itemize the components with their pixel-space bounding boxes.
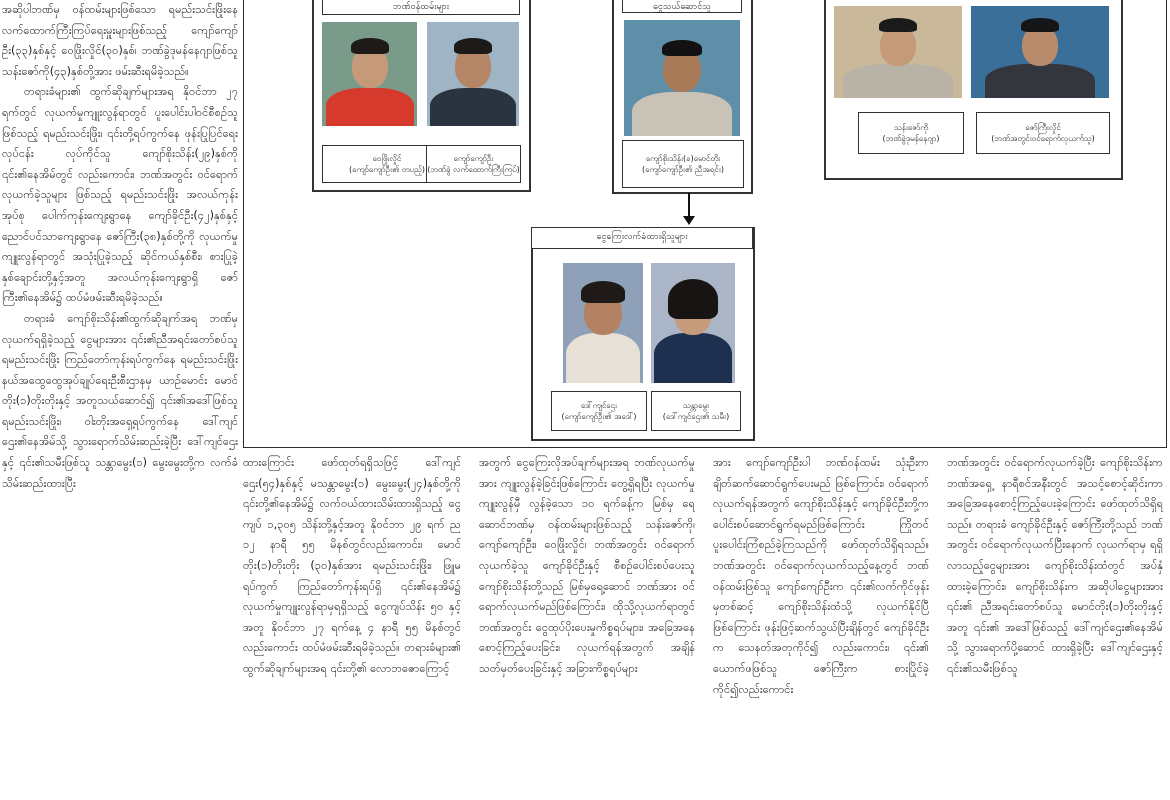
suspect-photo bbox=[971, 6, 1109, 98]
suspect-role: (ဘဏ်ခွဲ လက်ထောက်ကြီးကြပ်) bbox=[427, 165, 520, 174]
article-body-columns bbox=[243, 453, 1165, 800]
text-column bbox=[947, 453, 1163, 680]
paragraph: အတွက် ငွေကြေးလိုအပ်ချက်များအရ ဘဏ်လုယက်မှုအား ကျူးလွန်ခဲ့ခြင်းဖြစ်ကြောင်း တွေ့ရှိရပြီး လုယက်မှုကျူးလွန်မှီ လွန်ခဲ့သော ၁၀ ရက်ခန့်က မြစ်မှ ရေဆောင်ဘဏ်မှ ဝန်ထမ်းများဖြစ်သည့် သန်းဇော်ကို၊ ကျော်ကျော်ဦး၊ ဝေဖြိုးလှိုင်၊ ဘဏ်အတွင်း ဝင်ရောက်လုယက်ခဲ့သူ ကျော်ခိုင်ဦးနှင့် စီစဉ်ပေါင်းစပ်ပေးသူ ကျော်စိုးသိန်းတို့သည် မြစ်မှရေ့ဆောင် ဘဏ်အား ဝင်ရောက်လုယက်မည်ဖြစ်ကြောင်း၊ ထိုသို့လုယက်ရာတွင် ဘဏ်အတွင်း ငွေထုပ်ပိုးပေးမှုကိစ္စရပ်များ၊ အခြေအနေ စောင့်ကြည့်ပေးခြင်း၊ လုယက်ရန်အတွက် အချိန်သတ်မှတ်ပေးခြင်းနှင့် အခြားကိစ္စရပ်များ bbox=[479, 456, 695, 675]
suspect-caption bbox=[651, 391, 741, 431]
suspect-photo bbox=[563, 263, 643, 383]
flow-arrow-line bbox=[688, 193, 690, 218]
suspect-photo bbox=[322, 22, 417, 126]
suspect-photo bbox=[651, 263, 735, 383]
suspect-role: (ကျော်ကျော်ဦး၏ အဒေါ်) bbox=[561, 412, 637, 421]
suspect-role: (ကျော်ကျော်ဦး၏ တပည့်) bbox=[349, 165, 425, 174]
suspect-name: ကျော်စိုးသိန်း(ခ)မောင်တိုး bbox=[645, 154, 721, 163]
paragraph: ဘဏ်အတွင်း ဝင်ရောက်လုယက်ခဲ့ပြီး ကျော်စိုးသိန်းက ဘဏ်အရှေ့ နာရီစင်အနီးတွင် အသင့်စောင့်ဆိုင်းကာ အခြေအနေစောင့်ကြည့်ပေးခဲ့ကြောင်း ဖော်ထုတ်သိရှိရသည်။ တရားခံ ကျော်ခိုင်ဦးနှင့် ဇော်ကြီးတို့သည် ဘဏ်အတွင်း ဝင်ရောက်လုယက်ပြီးနောက် လုယက်ရာမှ ရရှိလာသည့်ငွေများအား ကျော်စိုးသိန်းထံတွင် အပ်နှံထားခဲ့ကြောင်း၊ ကျော်စိုးသိန်းက အဆိုပါငွေများအား ၎င်း၏ ညီအရင်းတော်စပ်သူ မောင်တိုး(၁)တိုးတိုးနှင့်အတူ ၎င်း၏ အဒေါ်ဖြစ်သည့် ဒေါ်ကျင်ဌေး၏နေအိမ်သို့ သွားရောက်ပို့ဆောင် ထားရှိခဲ့ပြီး ဒေါ်ကျင်ဌေးနှင့် ၎င်း၏သမီးဖြစ်သူ bbox=[947, 456, 1163, 675]
panel-title: ငွေကြေးလက်ခံထားရှိသူများ bbox=[531, 227, 753, 249]
money-carrier-panel bbox=[612, 0, 753, 194]
bank-staff-panel bbox=[312, 0, 531, 192]
money-holders-panel bbox=[531, 227, 755, 441]
paragraph: တရားခံ ကျော်စိုးသိန်း၏ထွက်ဆိုချက်အရ ဘဏ်မှလုယက်ရရှိခဲ့သည့် ငွေများအား ၎င်း၏ညီအရင်းတော်စပ်သူ ရမည်းသင်းဖြိုး ကြည်တော်ကုန်းရပ်ကွက်နေ ရမည်းသင်းဖြိုးနယ်အထွေထွေအုပ်ချုပ်ရေးဦးစီးဌာနမှ ယာဉ်မောင်း မောင်တိုး(၁)တိုးတိုးနှင့် အတူသယ်ဆောင်၍ ၎င်း၏အဒေါ်ဖြစ်သူ ရမည်းသင်းဖြိုး၊ ဝါးတိုးအရှေ့ရပ်ကွက်နေ ဒေါ်ကျင်ဌေး၏နေအိမ်သို့ သွားရောက်သိမ်းဆည်းခဲ့ပြီး ဒေါ်ကျင်ဌေးနှင့် ၎င်း၏သမီးဖြစ်သူ သန္တာမွေး(၁) မွေးမွေးတို့က လက်ခံသိမ်းဆည်းထားပြီး bbox=[2, 311, 238, 490]
suspect-caption bbox=[426, 145, 521, 183]
suspect-name: ဒေါ်ကျင်ဌေး bbox=[580, 401, 618, 410]
suspect-role: (ဒေါ်ကျင်ဌေး၏ သမီး) bbox=[662, 412, 730, 421]
panel-title: ငွေသယ်ဆောင်သူ bbox=[622, 0, 742, 13]
text-column bbox=[243, 453, 461, 680]
suspect-caption bbox=[622, 140, 744, 188]
suspect-photo bbox=[624, 20, 740, 136]
left-text-column bbox=[2, 0, 238, 494]
suspect-name: သန်းဇော်ကို bbox=[893, 123, 929, 132]
suspect-name: ဇော်ကြီးလှိုင် bbox=[1025, 123, 1061, 132]
suspect-photo bbox=[834, 6, 962, 98]
suspect-photo bbox=[427, 22, 519, 126]
suspect-name: ကျော်ကျော်ဦး bbox=[453, 154, 494, 163]
paragraph: ထားကြောင်း ဖော်ထုတ်ရရှိသဖြင့် ဒေါ်ကျင်ဌေး(၅၄)နှစ်နှင့် မသန္တာမွေး(၁) မွေးမွေး(၂၄)နှစ်တို့ကို ၎င်းတို့၏နေအိမ်၌ လက်ဝယ်ထားသိမ်းထားရှိသည့် ငွေကျပ် ၁,၃၀၅ သိန်းတို့နှင့်အတူ နိုဝင်ဘာ ၂၉ ရက် ည ၁၂ နာရီ ၅၅ မိနစ်တွင်လည်းကောင်း၊ မောင်တိုး(၁)တိုးတိုး (၃၀)နှစ်အား ရမည်းသင်းဖြိုး၊ ဖြူမရပ်ကွက် ကြည်တော်ကုန်းရပ်ရှိ ၎င်း၏နေအိမ်၌ လုယက်မှုကျူးလွန်ရာမှရရှိသည့် ငွေကျပ်သိန်း ၅၀ နှင့်အတူ နိုဝင်ဘာ ၂၇ ရက်နေ့ ၄ နာရီ ၅၅ မိနစ်တွင်လည်းကောင်း ထပ်မံဖမ်းဆီးရမိခဲ့သည်။ တရားခံများ၏ ထွက်ဆိုချက်များအရ ၎င်းတို့၏ လောဘဇောကြောင့် bbox=[243, 456, 461, 675]
paragraph: အဆိုပါဘဏ်မှ ဝန်ထမ်းများဖြစ်သော ရမည်းသင်းဖြိုးနေ လက်ထောက်ကြီးကြပ်ရေးမှူးများဖြစ်သည့် ကျော်ကျော်ဦး(၃၃)နှစ်နှင့် ဝေဖြိုးလှိုင်(၃၀)နှစ်၊ ဘဏ်ခွဲဒုမန်နေဂျာဖြစ်သူ သန်းဇော်ကို(၄၃)နှစ်တို့အား ဖမ်းဆီးရမိခဲ့သည်။ bbox=[2, 3, 238, 78]
text-column bbox=[479, 453, 695, 680]
suspect-caption bbox=[551, 391, 647, 431]
suspect-caption bbox=[858, 112, 964, 154]
suspects-infographic bbox=[243, 0, 1167, 448]
robbers-panel bbox=[824, 0, 1123, 180]
suspect-name: သန္တာမွေး bbox=[682, 401, 710, 410]
suspect-name: ဝေဖြိုးလှိုင် bbox=[372, 154, 402, 163]
suspect-role: (ဘဏ်ခွဲဒုမန်နေဂျာ) bbox=[882, 134, 940, 143]
suspect-role: (ဘဏ်အတွင်းဝင်ရောက်လုယက်သူ) bbox=[991, 134, 1095, 143]
text-column bbox=[713, 453, 929, 700]
suspect-role: (ကျော်ကျော်ဦး၏ ညီအရင်း) bbox=[642, 165, 724, 174]
paragraph: တရားခံများ၏ ထွက်ဆိုချက်များအရ နိုဝင်ဘာ ၂၇ ရက်တွင် လုယက်မှုကျူးလွန်ရာတွင် ပူးပေါင်းပါဝင်စီစဉ်သူဖြစ်သည့် ရမည်းသင်းဖြိုး၊ ၎င်းတို့ရပ်ကွက်နေ ဖုန်းပြုပြင်ရေးလုပ်ငန်း လုပ်ကိုင်သူ ကျော်စိုးသိန်း(၂၉)နှစ်ကို ၎င်း၏နေအိမ်တွင် လည်းကောင်း၊ ဘဏ်အတွင်း ဝင်ရောက်လုယက်ခဲ့သူများ ဖြစ်သည့် ရမည်းသင်းဖြိုး အလယ်ကုန်းအုပ်စု ပေါက်ကုန်းကျေးရွာနေ ကျော်ခိုင်ဦး(၄၂)နှစ်နှင့် ညောင်ပင်သာကျေးရွာနေ ဇော်ကြီး(၃၈)နှစ်တို့ကို လုယက်မှုကျူးလွန်ရာတွင် အသုံးပြုခဲ့သည့် ဆိုင်ကယ်နှစ်စီး၊ စားပြုခဲ့ နှစ်ချောင်းတို့နှင့်အတူ အလယ်ကုန်းကျေးရွာရှိ ဇော်ကြီး၏နေအိမ်၌ ထပ်မံဖမ်းဆီးရမိခဲ့သည်။ bbox=[2, 85, 238, 305]
flow-arrow-head bbox=[683, 216, 695, 225]
suspect-caption bbox=[976, 112, 1110, 154]
panel-title: ဘဏ်ဝန်ထမ်းများ bbox=[322, 0, 520, 15]
paragraph: အား ကျော်ကျော်ဦးပါ ဘဏ်ဝန်ထမ်း သုံးဦးက ချိတ်ဆက်ဆောင်ရွက်ပေးမည် ဖြစ်ကြောင်း၊ ဝင်ရောက်လုယက်ရန်အတွက် ကျော်စိုးသိန်းနှင့် ကျော်ခိုင်ဦးတို့က ပေါင်းစပ်ဆောင်ရွက်ရမည်ဖြစ်ကြောင်း ကြိုတင်ပူးပေါင်းကြံစည်ခဲ့ကြသည်ကို ဖော်ထုတ်သိရှိရသည်။ ဘဏ်အတွင်း ဝင်ရောက်လုယက်သည့်နေ့တွင် ဘဏ်ဝန်ထမ်းဖြစ်သူ ကျော်ကျော်ဦးက ၎င်း၏လက်ကိုင်ဖုန်း မှတစ်ဆင့် ကျော်စိုးသိန်းထံသို့ လုယက်နိုင်ပြီဖြစ်ကြောင်း ဖုန်းဖြင့်ဆက်သွယ်ပြီးချိန်တွင် ကျော်ခိုင်ဦးက သေနတ်အတုကိုင်၍ လည်းကောင်း၊ ၎င်း၏ ယောက်ဖဖြစ်သူ ဇော်ကြီးက စားပြိုင်ခဲ့ကိုင်၍လည်းကောင်း bbox=[713, 456, 929, 696]
